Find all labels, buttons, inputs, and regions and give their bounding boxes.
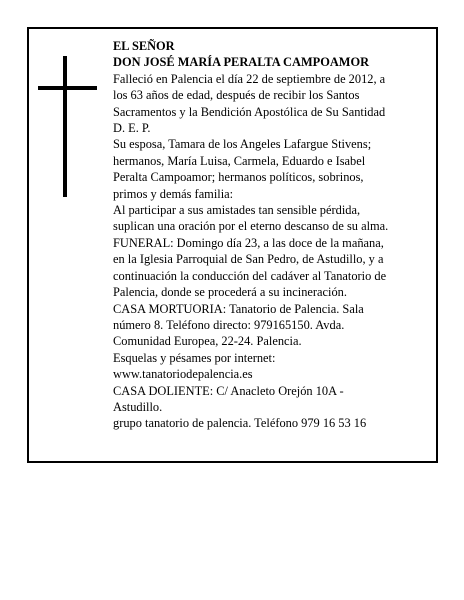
funeral-details: FUNERAL: Domingo día 23, a las doce de la mañana, en la Iglesia Parroquial de San Pedro, de Astudillo, y a continuación la conducción del cadáver al Tanatorio de Palencia, donde se procederá a su incineración.	[113, 235, 387, 300]
mortuary-details: CASA MORTUORIA: Tanatorio de Palencia. Sala número 8. Teléfono directo: 979165150. Avda. Comunidad Europea, 22-24. Palencia.	[113, 301, 364, 349]
family-members: Su esposa, Tamara de los Angeles Lafargue Stivens; hermanos, María Luisa, Carmela, Eduardo e Isabel Peralta Campoamor; hermanos políticos, sobrinos, primos y demás familia:	[113, 137, 372, 201]
cross-icon-crossbar	[38, 86, 97, 90]
cross-icon	[63, 56, 67, 197]
deceased-name: DON JOSÉ MARÍA PERALTA CAMPOAMOR	[113, 55, 370, 70]
death-announcement: Falleció en Palencia el día 22 de septiembre de 2012, a los 63 años de edad, después de recibir los Santos Sacramentos y la Bendición Apostólica de Su Santidad D. E. P.	[113, 71, 386, 136]
prayer-request: Al participar a sus amistades tan sensible pérdida, suplican una oración por el eterno descanso de su alma.	[113, 203, 389, 234]
funeral-home-contact: grupo tanatorio de palencia. Teléfono 979 16 53 16	[113, 416, 367, 431]
grieving-house: CASA DOLIENTE: C/ Anacleto Orejón 10A - Astudillo.	[113, 383, 344, 414]
honorific: EL SEÑOR	[113, 39, 175, 53]
obituary-text	[113, 38, 435, 432]
online-condolences: Esquelas y pésames por internet: www.tanatoriodepalencia.es	[113, 350, 276, 382]
